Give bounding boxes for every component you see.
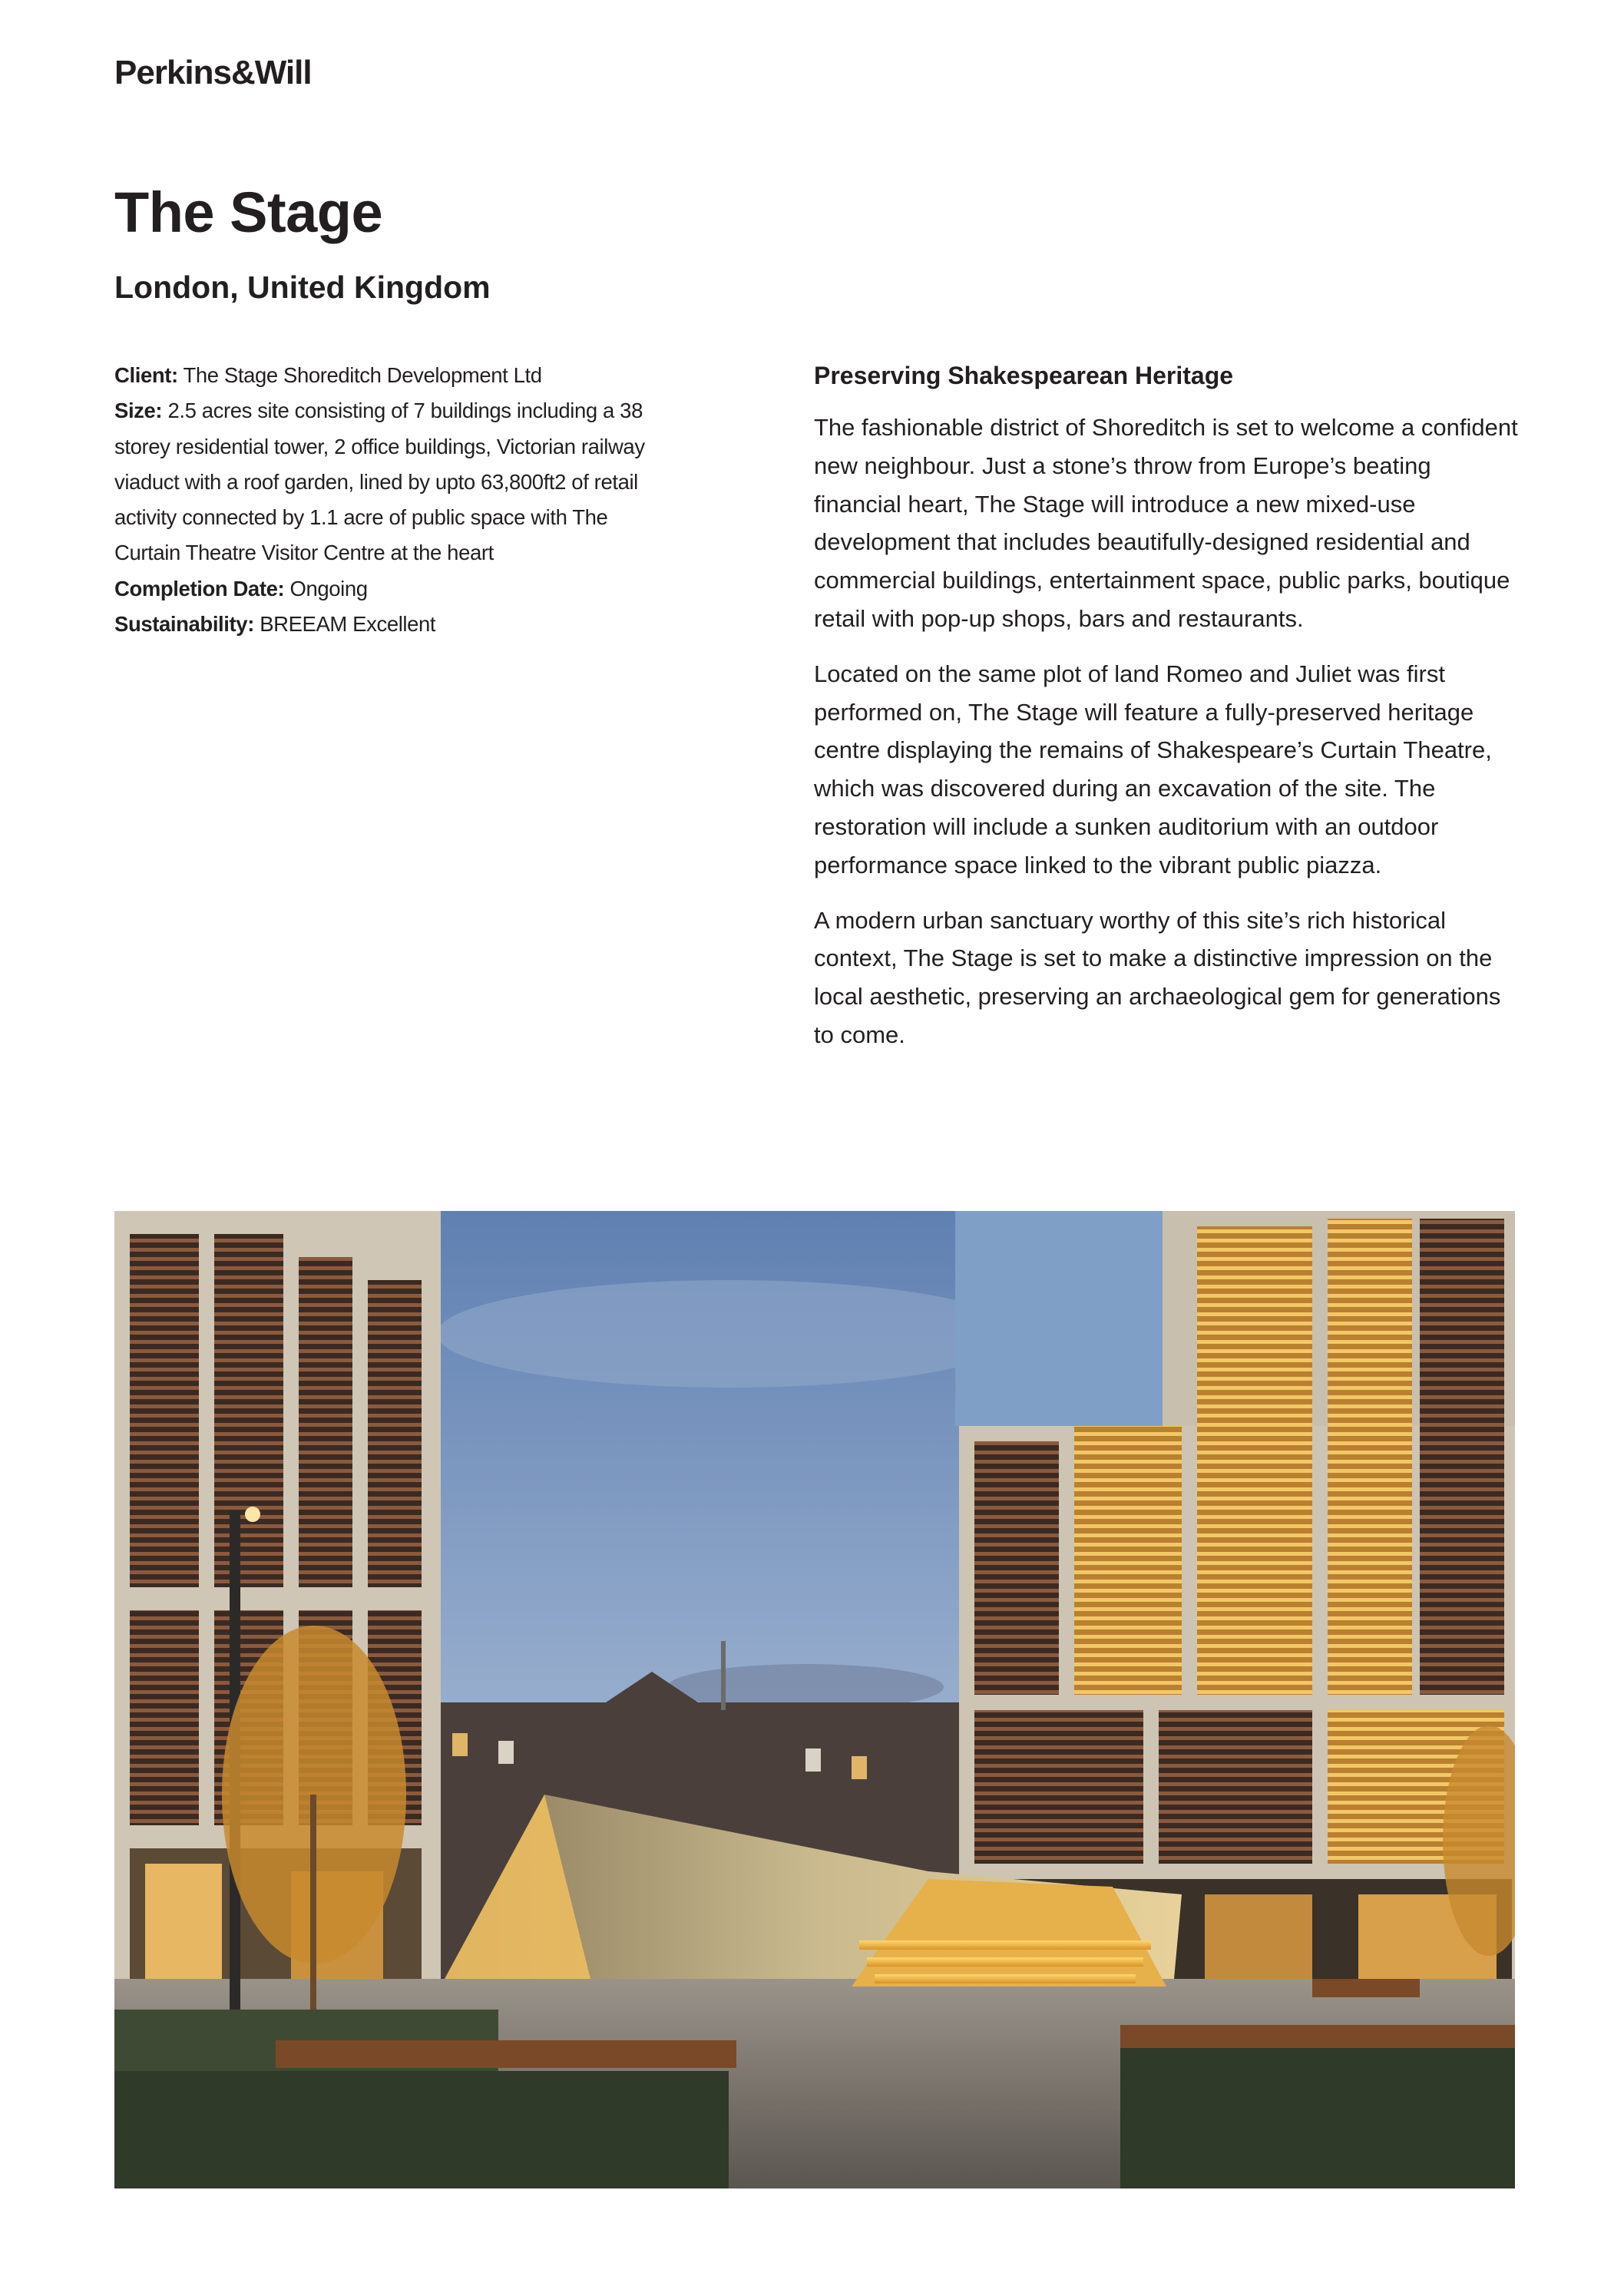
client-label: Client: <box>114 363 178 387</box>
sustainability-value: BREEAM Excellent <box>260 612 436 637</box>
completion-value: Ongoing <box>289 576 368 600</box>
sustainability-label: Sustainability: <box>114 612 254 637</box>
article-paragraph: A modern urban sanctuary worthy of this site’s rich historical context, The Stage is set to make a distinctive impression on the local aesthetic, preserving an archaeological gem for generations to come. <box>814 906 1501 1048</box>
size-label: Size: <box>114 399 163 423</box>
size-row <box>114 393 652 571</box>
project-title: The Stage <box>114 180 383 244</box>
size-value: 2.5 acres site consisting of 7 buildings including a 38 storey residential tower, 2 office buildings, Victorian railway viaduct with a roof garden, lined by upto 63,800ft2 of retail activity connected by 1.1 acre of public space with The Curtain Theatre Visitor Centre at the heart <box>114 399 645 565</box>
client-row <box>114 358 652 393</box>
piazza-photo-illustration <box>114 1211 1515 2188</box>
sustainability-row <box>114 607 652 642</box>
project-location: London, United Kingdom <box>114 270 491 305</box>
article <box>814 358 1520 1071</box>
cloud <box>437 1280 1020 1388</box>
article-paragraph: Located on the same plot of land Romeo and Juliet was first performed on, The Stage will feature a fully-preserved heritage centre displaying the remains of Shakespeare’s Curtain Theatre, which was discovered during an excavation of the site. The restoration will include a sunken auditorium with an outdoor performance space linked to the vibrant public piazza. <box>814 660 1492 878</box>
project-facts <box>114 358 652 642</box>
completion-row <box>114 571 652 607</box>
perkins-will-logo: Perkins&Will <box>114 54 312 91</box>
article-heading: Preserving Shakespearean Heritage <box>814 362 1234 389</box>
completion-label: Completion Date: <box>114 576 285 600</box>
article-paragraph: The fashionable district of Shoreditch is set to welcome a confident new neighbour. Just a stone’s throw from Europe’s beating financial heart, The Stage will introduce a new mixed-use development that includes beautifully-designed residential and commercial buildings, entertainment space, public parks, boutique retail with pop-up shops, bars and restaurants. <box>814 414 1518 632</box>
client-value: The Stage Shoreditch Development Ltd <box>183 363 542 387</box>
project-photo <box>114 1211 1515 2188</box>
